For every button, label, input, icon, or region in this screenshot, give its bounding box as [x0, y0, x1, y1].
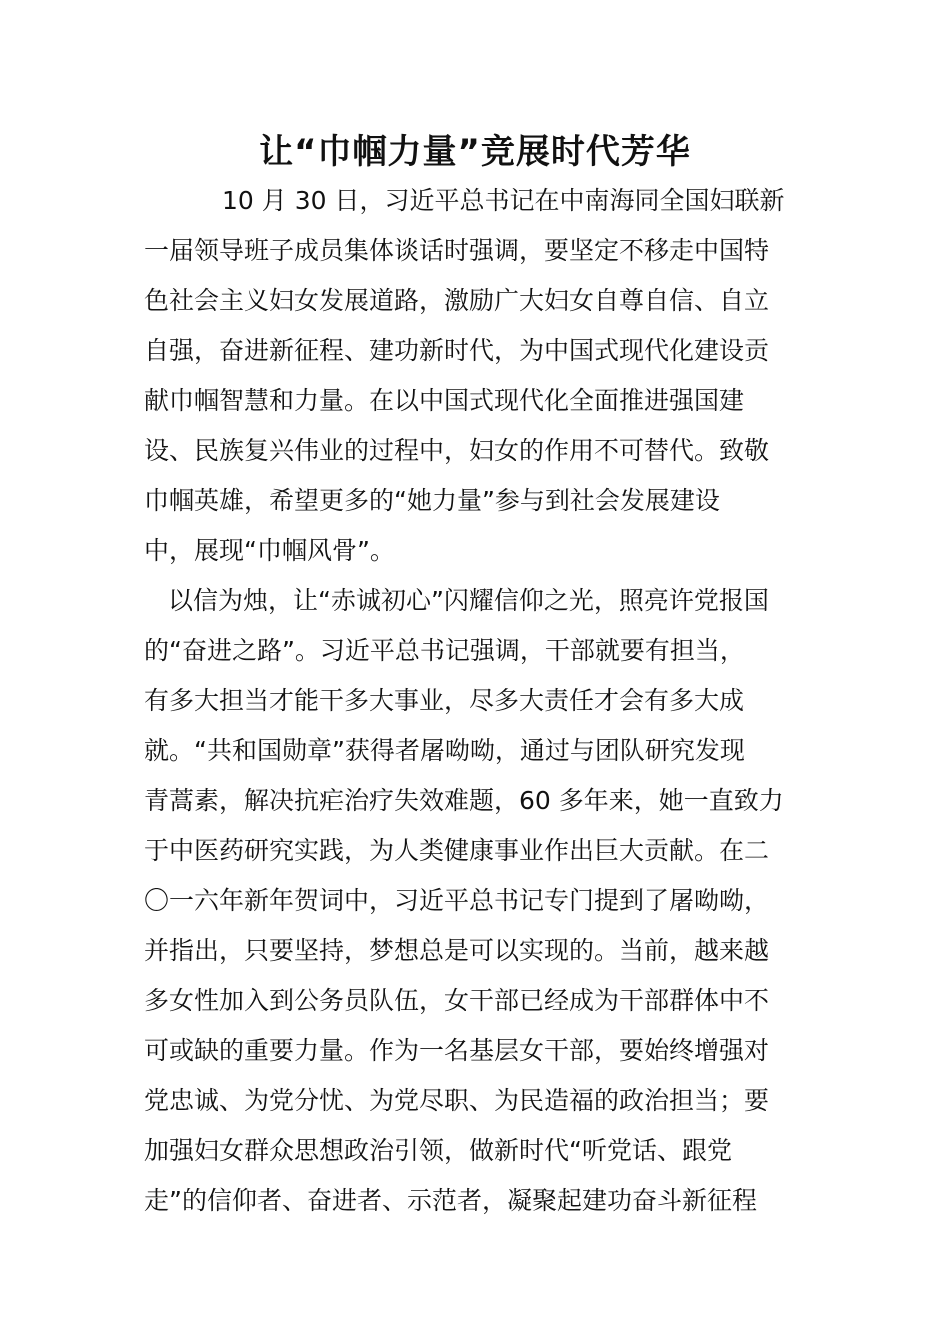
paragraph-line: 可或缺的重要力量。作为一名基层女干部，要始终增强对 [144, 1036, 770, 1065]
paragraph-line: 10 月 30 日，习近平总书记在中南海同全国妇联新 [222, 186, 785, 215]
paragraph-line: 设、民族复兴伟业的过程中，妇女的作用不可替代。致敬 [144, 436, 770, 465]
paragraph-1 [144, 176, 816, 576]
paragraph-line: 走”的信仰者、奋进者、示范者，凝聚起建功奋斗新征程 [144, 1186, 757, 1215]
paragraph-line: 有多大担当才能干多大事业，尽多大责任才会有多大成 [144, 686, 745, 715]
paragraph-line: 青蒿素，解决抗疟治疗失效难题，60 多年来，她一直致力 [144, 786, 784, 815]
paragraph-line: 一届领导班子成员集体谈话时强调，要坚定不移走中国特 [144, 236, 770, 265]
paragraph-line: 色社会主义妇女发展道路，激励广大妇女自尊自信、自立 [144, 286, 770, 315]
paragraph-line: 献巾帼智慧和力量。在以中国式现代化全面推进强国建 [144, 386, 745, 415]
paragraph-line: 并指出，只要坚持，梦想总是可以实现的。当前，越来越 [144, 936, 770, 965]
paragraph-line: 〇一六年新年贺词中，习近平总书记专门提到了屠呦呦， [144, 886, 770, 915]
paragraph-line: 巾帼英雄，希望更多的“她力量”参与到社会发展建设 [144, 486, 720, 515]
document-body [144, 176, 816, 1226]
document-title: 让“巾帼力量”竞展时代芳华 [259, 132, 691, 172]
paragraph-line: 多女性加入到公务员队伍，女干部已经成为干部群体中不 [144, 986, 770, 1015]
paragraph-line: 的“奋进之路”。习近平总书记强调，干部就要有担当， [144, 636, 745, 665]
paragraph-line: 中，展现“巾帼风骨”。 [144, 536, 395, 565]
paragraph-line: 以信为烛，让“赤诚初心”闪耀信仰之光，照亮许党报国 [168, 586, 769, 615]
paragraph-line: 就。“共和国勋章”获得者屠呦呦，通过与团队研究发现 [144, 736, 745, 765]
paragraph-2 [144, 576, 816, 1226]
paragraph-line: 党忠诚、为党分忧、为党尽职、为民造福的政治担当；要 [144, 1086, 770, 1115]
paragraph-line: 于中医药研究实践，为人类健康事业作出巨大贡献。在二 [144, 836, 770, 865]
paragraph-line: 加强妇女群众思想政治引领，做新时代“听党话、跟党 [144, 1136, 732, 1165]
paragraph-line: 自强，奋进新征程、建功新时代，为中国式现代化建设贡 [144, 336, 770, 365]
